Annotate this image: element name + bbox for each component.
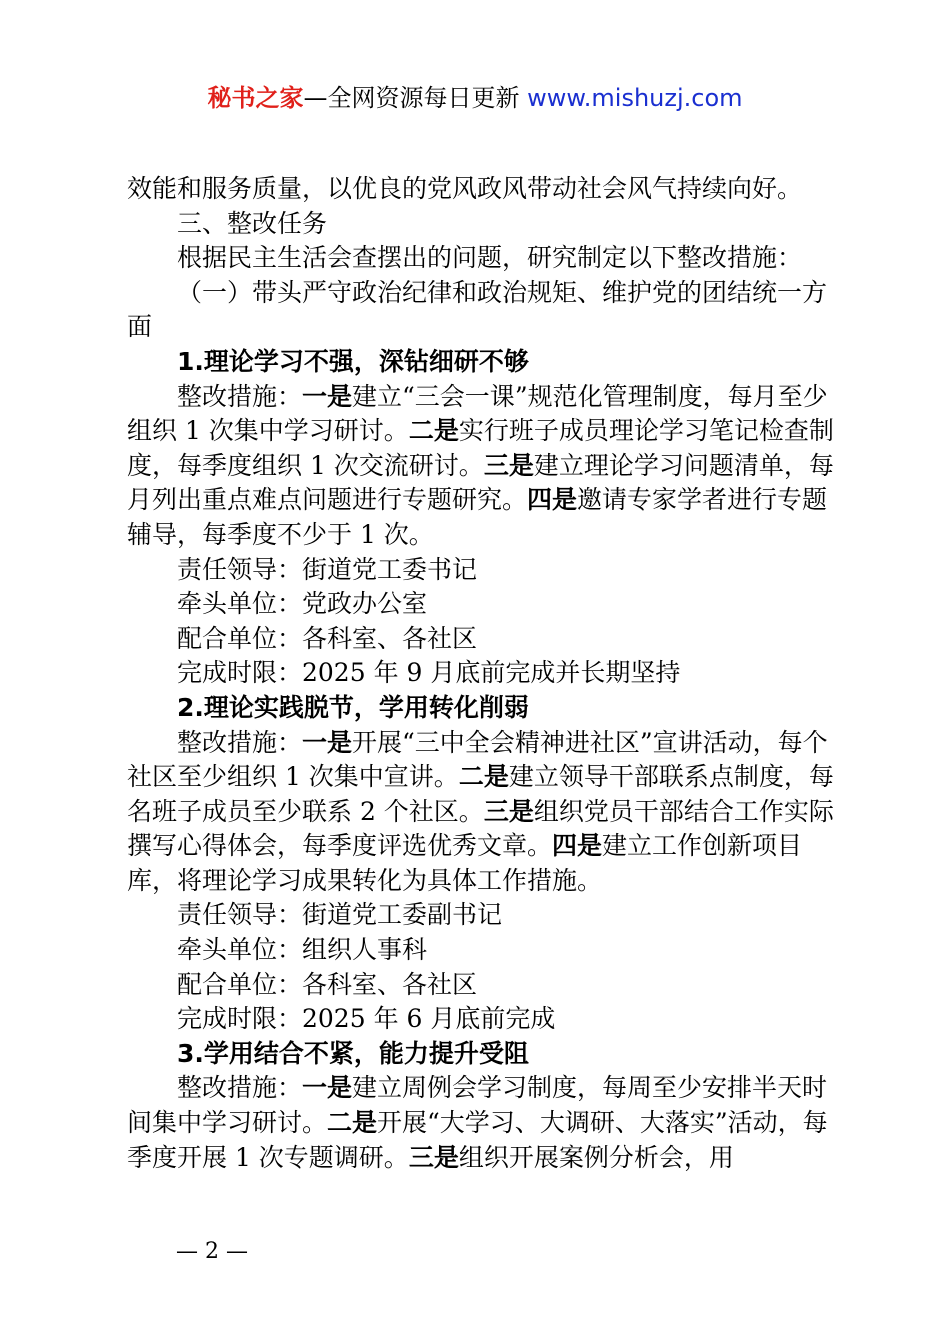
- item-2-title: 2.理论实践脱节，学用转化削弱: [177, 692, 529, 722]
- paragraph: 根据民主生活会查摆出的问题，研究制定以下整改措施：: [177, 243, 803, 273]
- brand-name: 秘书之家: [207, 84, 304, 112]
- item-1-leader: 责任领导：街道党工委书记: [177, 554, 478, 584]
- page-number: — 2 —: [176, 1239, 248, 1264]
- item-3-title: 3.学用结合不紧，能力提升受阻: [177, 1038, 529, 1068]
- paragraph: 效能和服务质量，以优良的党风政风带动社会风气持续向好。: [127, 174, 803, 203]
- item-2-deadline: 完成时限：2025 年 6 月底前完成: [177, 1004, 556, 1034]
- section-heading: 三、整改任务: [177, 208, 328, 238]
- item-2-leader: 责任领导：街道党工委副书记: [177, 900, 503, 930]
- item-2-lead-unit: 牵头单位：组织人事科: [177, 935, 428, 965]
- header-url-link[interactable]: www.mishuzj.com: [527, 84, 743, 112]
- document-body: [127, 172, 837, 1175]
- item-1-lead-unit: 牵头单位：党政办公室: [177, 589, 428, 619]
- header-tagline: —全网资源每日更新: [303, 84, 520, 112]
- item-2-coop-unit: 配合单位：各科室、各社区: [177, 969, 478, 999]
- item-1-measures: 整改措施：一是建立“三会一课”规范化管理制度，每月至少组织 1 次集中学习研讨。二是实行班子成员理论学习笔记检查制度，每季度组织 1 次交流研讨。三是建立理论学习问题清单，每月列出重点难点问题进行专题研究。四是邀请专家学者进行专题辅导，每季度不少于 1 次。: [127, 381, 834, 549]
- subsection-heading: （一）带头严守政治纪律和政治规矩、维护党的团结统一方面: [127, 277, 828, 342]
- item-2-measures: 整改措施：一是开展“三中全会精神进社区”宣讲活动，每个社区至少组织 1 次集中宣讲。二是建立领导干部联系点制度，每名班子成员至少联系 2 个社区。三是组织党员干部结合工作实际撰写心得体会，每季度评选优秀文章。四是建立工作创新项目库，将理论学习成果转化为具体工作措施。: [127, 727, 834, 895]
- item-1-coop-unit: 配合单位：各科室、各社区: [177, 623, 478, 653]
- item-1-deadline: 完成时限：2025 年 9 月底前完成并长期坚持: [177, 658, 681, 688]
- watermark-header: [0, 78, 950, 113]
- item-1-title: 1.理论学习不强，深钻细研不够: [177, 346, 529, 376]
- item-3-measures: 整改措施：一是建立周例会学习制度，每周至少安排半天时间集中学习研讨。二是开展“大学习、大调研、大落实”活动，每季度开展 1 次专题调研。三是组织开展案例分析会，用: [127, 1073, 828, 1172]
